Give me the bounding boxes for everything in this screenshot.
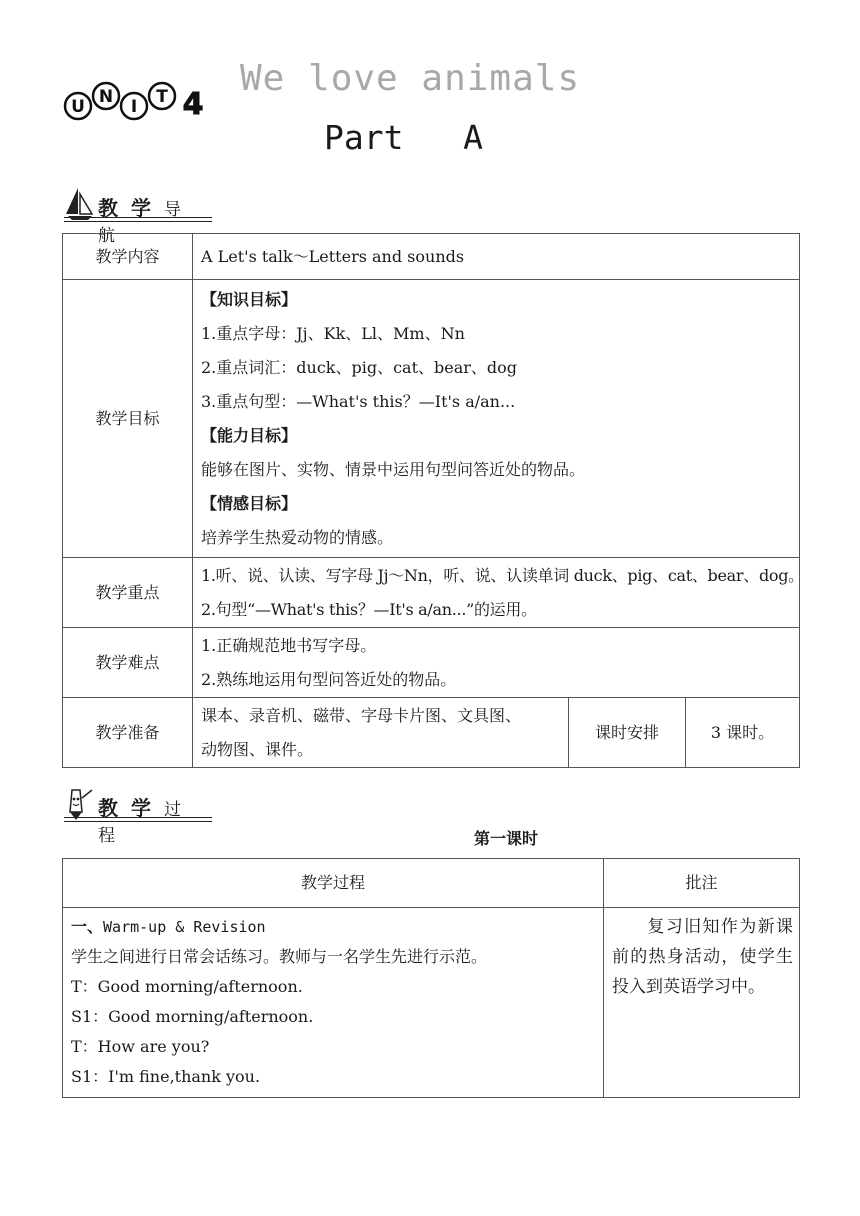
preparation-content xyxy=(193,698,569,768)
teaching-process-banner xyxy=(62,786,212,846)
banner-sub-text: 导 航 xyxy=(98,200,184,246)
step-line: T：How are you? xyxy=(71,1037,210,1056)
unit-logo xyxy=(62,78,212,126)
table-row xyxy=(63,698,800,768)
difficulty-item: 2.熟练地运用句型问答近处的物品。 xyxy=(201,669,457,689)
lesson-title: 第一课时 xyxy=(474,829,539,848)
banner-main-text: 教 学 xyxy=(98,196,154,220)
step-note-text: 复习旧知作为新课前的热身活动，使学生投入到英语学习中。 xyxy=(612,917,793,997)
banner-rule xyxy=(64,817,212,822)
table-row xyxy=(63,908,800,1098)
table-header-row xyxy=(63,859,800,908)
step-number: 一、 xyxy=(71,917,104,936)
knowledge-item: 2.重点词汇：duck、pig、cat、bear、dog xyxy=(201,357,518,377)
step-heading xyxy=(71,912,599,942)
unit-letter-u: U xyxy=(71,97,85,117)
unit-letter-t: T xyxy=(156,87,168,107)
ability-text: 能够在图片、实物、情景中运用句型问答近处的物品。 xyxy=(201,459,586,479)
difficulty-item: 1.正确规范地书写字母。 xyxy=(201,635,377,655)
step-line: S1：I'm fine,thank you. xyxy=(71,1067,261,1086)
banner-main-text: 教 学 xyxy=(98,796,154,820)
step-line: T：Good morning/afternoon. xyxy=(71,977,303,996)
difficulty-label: 教学难点 xyxy=(63,628,193,698)
knowledge-heading: 【知识目标】 xyxy=(201,289,298,309)
content-label: 教学内容 xyxy=(63,234,193,280)
teaching-process-table xyxy=(62,858,800,1098)
preparation-line: 动物图、课件。 xyxy=(201,739,314,759)
unit-letter-i: I xyxy=(130,97,138,117)
teaching-guide-banner xyxy=(62,186,212,246)
step-line: S1：Good morning/afternoon. xyxy=(71,1007,314,1026)
step-note xyxy=(604,908,800,1098)
process-step-content xyxy=(63,908,604,1098)
banner-sub-text: 过 程 xyxy=(98,800,184,846)
banner-rule xyxy=(64,217,212,222)
teaching-guide-table xyxy=(62,233,804,768)
difficulty-content xyxy=(193,628,800,698)
unit-letter-n: N xyxy=(98,87,114,107)
schedule-value: 3 课时。 xyxy=(686,698,800,768)
unit-title: We love animals xyxy=(240,58,581,99)
key-points-label: 教学重点 xyxy=(63,558,193,628)
unit-badge-icon xyxy=(62,78,212,126)
preparation-label: 教学准备 xyxy=(63,698,193,768)
key-point-item: 1.听、说、认读、写字母 Jj～Nn，听、说、认读单词 duck、pig、cat、bear、dog。 xyxy=(201,565,804,585)
part-title: Part A xyxy=(324,118,483,157)
table-row xyxy=(63,558,800,628)
key-point-item: 2.句型“—What's this？—It's a/an...”的运用。 xyxy=(201,599,537,619)
key-points-content xyxy=(193,558,804,628)
objectives-label: 教学目标 xyxy=(63,280,193,558)
table-row xyxy=(63,234,800,280)
ability-heading: 【能力目标】 xyxy=(201,425,298,445)
table-row xyxy=(63,280,800,558)
objectives-content xyxy=(193,280,800,558)
schedule-label: 课时安排 xyxy=(569,698,686,768)
knowledge-item: 3.重点句型：—What's this？—It's a/an... xyxy=(201,391,516,411)
emotion-heading: 【情感目标】 xyxy=(201,493,298,513)
preparation-line: 课本、录音机、磁带、字母卡片图、文具图、 xyxy=(201,705,522,725)
content-value: A Let's talk～Letters and sounds xyxy=(193,234,800,280)
table-row xyxy=(63,628,800,698)
step-title: Warm-up & Revision xyxy=(103,918,266,936)
emotion-text: 培养学生热爱动物的情感。 xyxy=(201,527,394,547)
process-column-header: 教学过程 xyxy=(63,859,604,908)
notes-column-header: 批注 xyxy=(604,859,800,908)
unit-number: 4 xyxy=(182,87,204,122)
knowledge-item: 1.重点字母：Jj、Kk、Ll、Mm、Nn xyxy=(201,323,465,343)
step-line: 学生之间进行日常会话练习。教师与一名学生先进行示范。 xyxy=(71,947,488,966)
